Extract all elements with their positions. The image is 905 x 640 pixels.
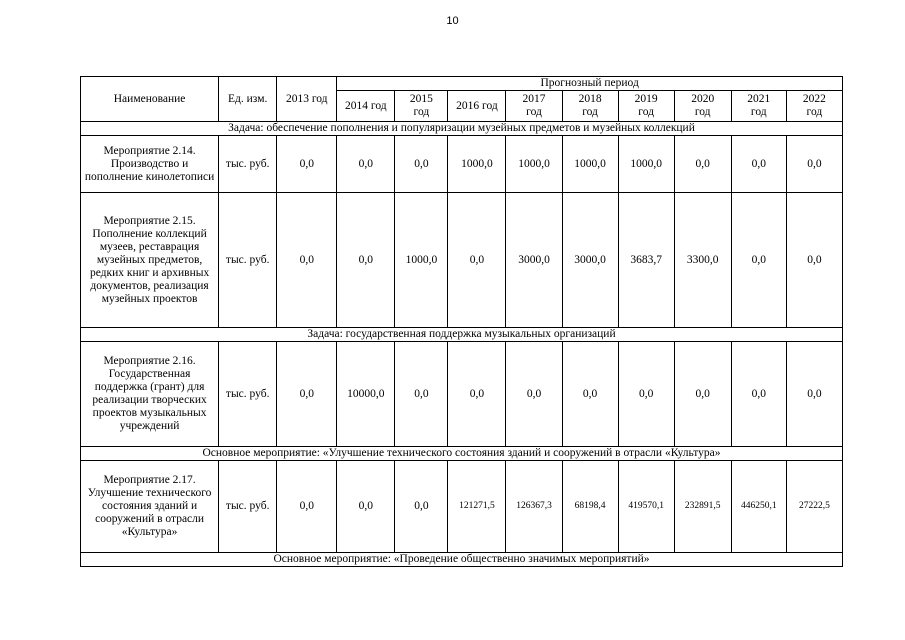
value-cell: 27222,5 xyxy=(786,461,842,553)
year-header: 2016 год xyxy=(448,91,506,122)
table-row xyxy=(81,461,843,553)
value-cell: 0,0 xyxy=(786,136,842,193)
value-cell: 419570,1 xyxy=(618,461,674,553)
measure-unit: тыс. руб. xyxy=(219,136,277,193)
value-cell: 1000,0 xyxy=(562,136,618,193)
value-cell: 68198,4 xyxy=(562,461,618,553)
value-cell: 0,0 xyxy=(337,193,395,328)
task-row xyxy=(81,447,843,461)
value-cell: 0,0 xyxy=(506,342,562,447)
value-cell: 10000,0 xyxy=(337,342,395,447)
measure-unit: тыс. руб. xyxy=(219,461,277,553)
measure-name: Мероприятие 2.16. Государственная поддержка (грант) для реализации творческих проектов музыкальных учреждений xyxy=(81,342,219,447)
value-cell: 0,0 xyxy=(674,136,731,193)
value-cell: 0,0 xyxy=(277,342,337,447)
value-cell: 0,0 xyxy=(731,136,786,193)
page-number: 10 xyxy=(446,15,459,27)
col-header-forecast: Прогнозный период xyxy=(337,77,843,91)
task-row xyxy=(81,122,843,136)
col-header-base-year: 2013 год xyxy=(277,77,337,122)
value-cell: 1000,0 xyxy=(618,136,674,193)
year-header: 2015 год xyxy=(395,91,448,122)
measure-name: Мероприятие 2.14. Производство и пополнение кинолетописи xyxy=(81,136,219,193)
year-header: 2022 год xyxy=(786,91,842,122)
value-cell: 446250,1 xyxy=(731,461,786,553)
table-row xyxy=(81,342,843,447)
value-cell: 1000,0 xyxy=(395,193,448,328)
task-row xyxy=(81,328,843,342)
value-cell: 1000,0 xyxy=(506,136,562,193)
year-header: 2017 год xyxy=(506,91,562,122)
value-cell: 0,0 xyxy=(277,461,337,553)
measure-name: Мероприятие 2.15. Пополнение коллекций музеев, реставрация музейных предметов, редких книг и архивных документов, реализация музейных проектов xyxy=(81,193,219,328)
value-cell: 0,0 xyxy=(562,342,618,447)
value-cell: 0,0 xyxy=(674,342,731,447)
task-label: Основное мероприятие: «Проведение общественно значимых мероприятий» xyxy=(81,553,843,567)
value-cell: 0,0 xyxy=(731,193,786,328)
value-cell: 0,0 xyxy=(448,193,506,328)
value-cell: 121271,5 xyxy=(448,461,506,553)
year-header: 2020 год xyxy=(674,91,731,122)
year-header: 2018 год xyxy=(562,91,618,122)
task-label: Основное мероприятие: «Улучшение технического состояния зданий и сооружений в отрасли «Культура» xyxy=(81,447,843,461)
header-row xyxy=(81,77,843,91)
value-cell: 0,0 xyxy=(337,461,395,553)
budget-table xyxy=(80,76,843,567)
value-cell: 0,0 xyxy=(731,342,786,447)
task-label: Задача: обеспечение пополнения и популяризации музейных предметов и музейных коллекций xyxy=(81,122,843,136)
measure-unit: тыс. руб. xyxy=(219,342,277,447)
value-cell: 0,0 xyxy=(277,136,337,193)
value-cell: 0,0 xyxy=(786,193,842,328)
col-header-unit: Ед. изм. xyxy=(219,77,277,122)
table-row xyxy=(81,193,843,328)
value-cell: 0,0 xyxy=(337,136,395,193)
col-header-name: Наименование xyxy=(81,77,219,122)
task-label: Задача: государственная поддержка музыкальных организаций xyxy=(81,328,843,342)
value-cell: 0,0 xyxy=(618,342,674,447)
value-cell: 0,0 xyxy=(395,136,448,193)
value-cell: 126367,3 xyxy=(506,461,562,553)
year-header: 2021 год xyxy=(731,91,786,122)
task-row xyxy=(81,553,843,567)
value-cell: 0,0 xyxy=(786,342,842,447)
table-row xyxy=(81,136,843,193)
measure-unit: тыс. руб. xyxy=(219,193,277,328)
value-cell: 3300,0 xyxy=(674,193,731,328)
value-cell: 0,0 xyxy=(277,193,337,328)
value-cell: 3683,7 xyxy=(618,193,674,328)
value-cell: 3000,0 xyxy=(562,193,618,328)
value-cell: 1000,0 xyxy=(448,136,506,193)
value-cell: 232891,5 xyxy=(674,461,731,553)
value-cell: 3000,0 xyxy=(506,193,562,328)
year-header: 2019 год xyxy=(618,91,674,122)
value-cell: 0,0 xyxy=(448,342,506,447)
value-cell: 0,0 xyxy=(395,461,448,553)
value-cell: 0,0 xyxy=(395,342,448,447)
year-header: 2014 год xyxy=(337,91,395,122)
measure-name: Мероприятие 2.17. Улучшение технического состояния зданий и сооружений в отрасли «Культура» xyxy=(81,461,219,553)
